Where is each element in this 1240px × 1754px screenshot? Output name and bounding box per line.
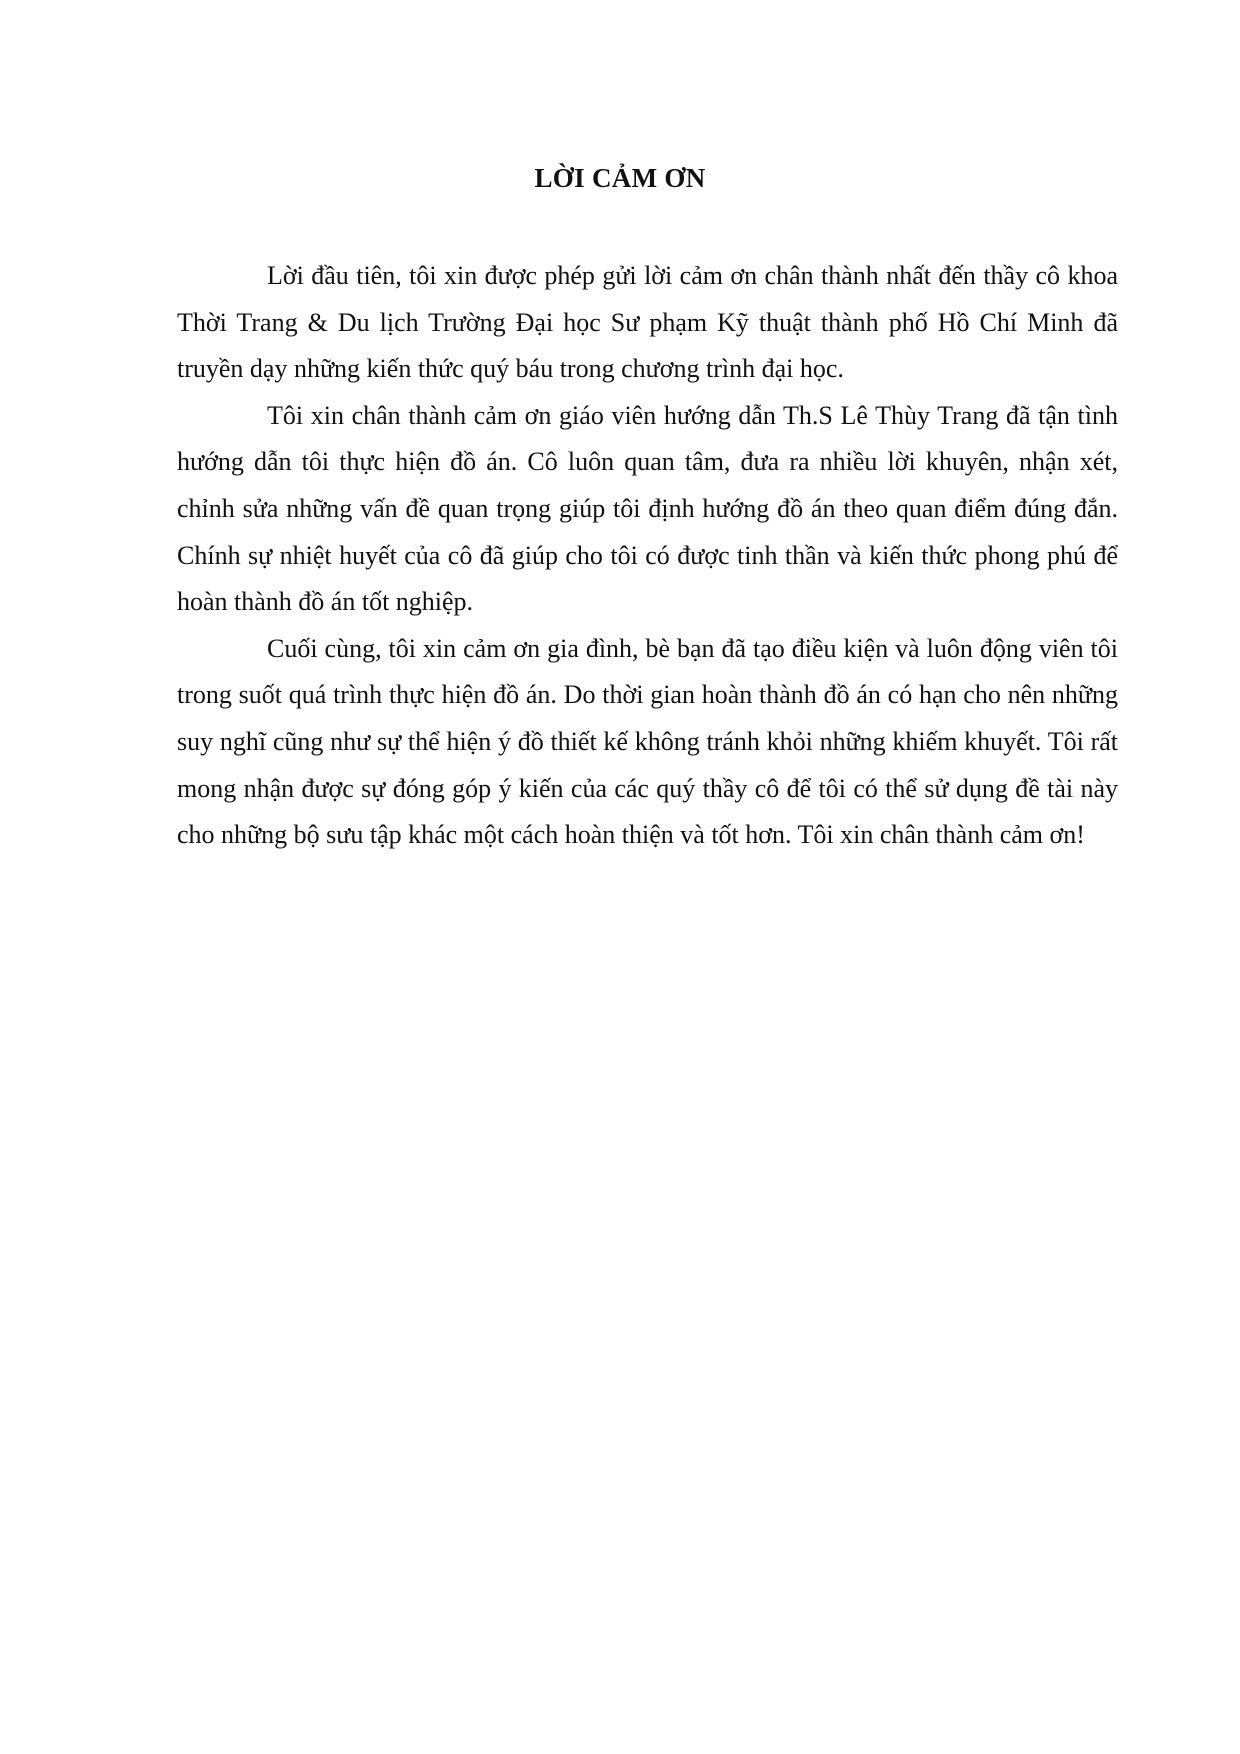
paragraph-closing: Cuối cùng, tôi xin cảm ơn gia đình, bè bạn đã tạo điều kiện và luôn động viên tôi trong suốt quá trình thực hiện đồ án. Do thời gian hoàn thành đồ án có hạn cho nên những suy nghĩ cũng như sự thể hiện ý đồ thiết kế không tránh khỏi những khiếm khuyết. Tôi rất mong nhận được sự đóng góp ý kiến của các quý thầy cô để tôi có thể sử dụng đề tài này cho những bộ sưu tập khác một cách hoàn thiện và tốt hơn. Tôi xin chân thành cảm ơn!: [177, 633, 1118, 850]
page-title: LỜI CẢM ƠN: [534, 163, 706, 193]
body-text: [177, 253, 1118, 859]
paragraph-intro: Lời đầu tiên, tôi xin được phép gửi lời cảm ơn chân thành nhất đến thầy cô khoa Thời Trang & Du lịch Trường Đại học Sư phạm Kỹ thuật thành phố Hồ Chí Minh đã truyền dạy những kiến thức quý báu trong chương trình đại học.: [177, 261, 1118, 384]
paragraph-advisor: Tôi xin chân thành cảm ơn giáo viên hướng dẫn Th.S Lê Thùy Trang đã tận tình hướng dẫn tôi thực hiện đồ án. Cô luôn quan tâm, đưa ra nhiều lời khuyên, nhận xét, chỉnh sửa những vấn đề quan trọng giúp tôi định hướng đồ án theo quan điểm đúng đắn. Chính sự nhiệt huyết của cô đã giúp cho tôi có được tinh thần và kiến thức phong phú để hoàn thành đồ án tốt nghiệp.: [177, 400, 1118, 617]
